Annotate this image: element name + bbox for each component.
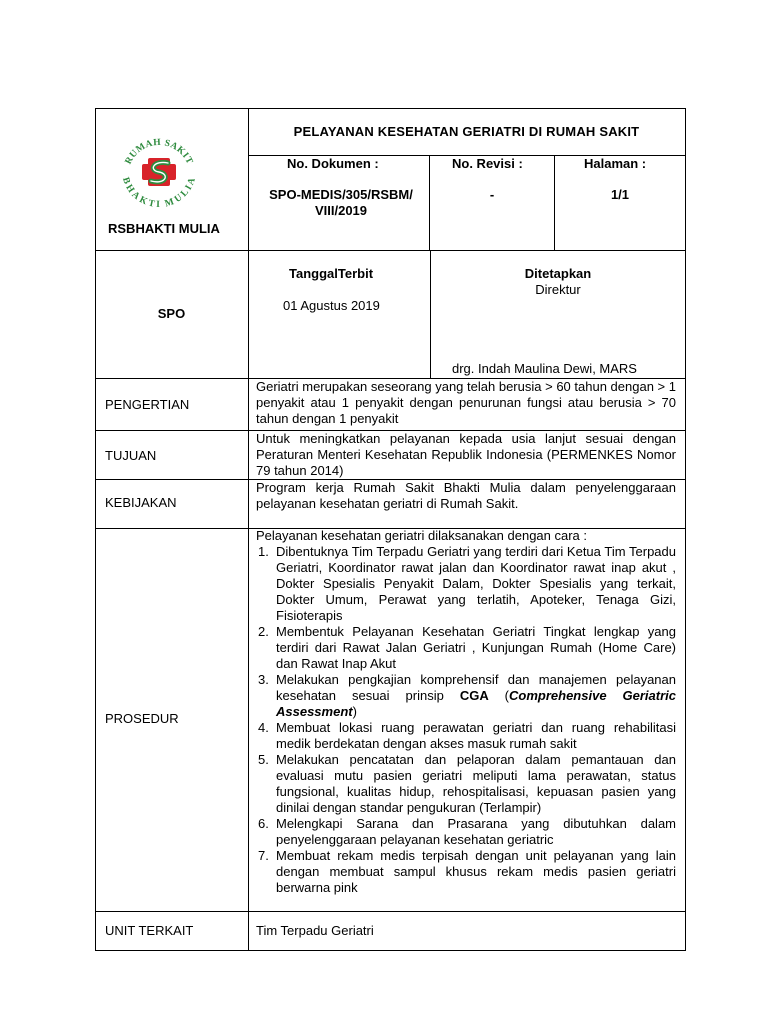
step-text: ) (352, 704, 357, 719)
step-text: Dibentuknya Tim Terpadu Geriatri yang terdiri dari Ketua Tim Terpadu Geriatri, Koordinator rawat jalan dan Koordinator rawat inap akut , Dokter Spesialis Penyakit Dalam, Dokter Spesialis yang terkait, Dokter Umum, Perawat yang terlatih, Apoteker, Tenaga Gizi, Fisioterapis (276, 544, 676, 623)
table-divider-unit (95, 911, 686, 912)
prosedur-step (256, 816, 676, 848)
step-number: 2. (258, 624, 269, 639)
page-title: PELAYANAN KESEHATAN GERIATRI DI RUMAH SAKIT (293, 124, 640, 139)
no-dokumen-value: SPO-MEDIS/305/RSBM/ VIII/2019 (269, 187, 413, 218)
table-border-right (685, 108, 686, 951)
step-text-bold: CGA (459, 688, 489, 703)
step-number: 1. (258, 544, 269, 559)
table-border-top (95, 108, 686, 109)
unit-terkait-text: Tim Terpadu Geriatri (256, 923, 374, 938)
pengertian-label: PENGERTIAN (105, 397, 190, 412)
tanggal-terbit-label: TanggalTerbit (289, 266, 374, 281)
step-text: ( (488, 688, 510, 703)
step-text: Melakukan pengkajian komprehensif dan manajemen pelayanan kesehatan sesuai prinsip (276, 672, 676, 703)
hospital-logo (118, 132, 200, 214)
step-text: Membentuk Pelayanan Kesehatan Geriatri Tingkat lengkap yang terdiri dari Rawat Jalan Geriatri , Kunjungan Rumah (Home Care) dan Rawat Inap Akut (276, 624, 676, 671)
table-border-bottom (95, 950, 686, 951)
unit-terkait-label: UNIT TERKAIT (105, 923, 194, 938)
tujuan-text: Untuk meningkatkan pelayanan kepada usia lanjut sesuai dengan Peraturan Menteri Kesehatan Republik Indonesia (PERMENKES Nomor 79 tahun 2014) (256, 431, 676, 478)
step-text-bold-italic: Comprehensive Geriatric Assessment (276, 688, 676, 719)
prosedur-intro: Pelayanan kesehatan geriatri dilaksanakan dengan cara : (256, 528, 588, 543)
kebijakan-label: KEBIJAKAN (105, 495, 177, 510)
step-number: 4. (258, 720, 269, 735)
pengertian-text: Geriatri merupakan seseorang yang telah berusia > 60 tahun dengan > 1 penyakit atau 1 penyakit dengan penurunan fungsi atau berusia > 70 tahun dengan 1 penyakit (256, 379, 676, 426)
signatory-name: drg. Indah Maulina Dewi, MARS (452, 361, 637, 376)
prosedur-step (256, 672, 676, 720)
tujuan-label: TUJUAN (105, 448, 157, 463)
step-number: 7. (258, 848, 269, 863)
prosedur-step (256, 848, 676, 896)
prosedur-step (256, 720, 676, 752)
prosedur-label: PROSEDUR (105, 711, 179, 726)
kebijakan-text: Program kerja Rumah Sakit Bhakti Mulia dalam penyelenggaraan pelayanan kesehatan geriatri di Rumah Sakit. (256, 480, 676, 511)
spo-label: SPO (157, 306, 186, 321)
table-divider-left-col (248, 108, 249, 951)
table-border-left (95, 108, 96, 951)
logo-text-top: RUMAH SAKIT (123, 137, 195, 167)
step-text: Melakukan pencatatan dan pelaporan dalam pemantauan dan evaluasi mutu pasien geriatri meliputi lama perawatan, status fungsional, kualitas hidup, rehospitalisasi, kepuasan pasien yang dinilai dengan standar pengukuran (Terlampir) (276, 752, 676, 815)
prosedur-steps (256, 544, 676, 896)
ditetapkan-role: Direktur (535, 282, 581, 297)
no-revisi-label: No. Revisi : (452, 156, 523, 171)
halaman-label: Halaman : (584, 156, 647, 171)
tanggal-terbit-value: 01 Agustus 2019 (283, 298, 380, 313)
prosedur-step (256, 544, 676, 624)
no-dokumen-label: No. Dokumen : (287, 156, 379, 171)
table-divider-header (95, 250, 686, 251)
logo-text-bottom: BHAKTI MULIA (119, 176, 199, 211)
step-number: 3. (258, 672, 269, 687)
step-text: Membuat rekam medis terpisah dengan unit pelayanan yang lain dengan membuat sampul khusus rekam medis pasien geriatri berwarna pink (276, 848, 676, 895)
no-revisi-value: - (489, 187, 495, 202)
ditetapkan-label: Ditetapkan (524, 266, 592, 281)
halaman-value: 1/1 (610, 187, 630, 202)
step-number: 5. (258, 752, 269, 767)
step-text: Melengkapi Sarana dan Prasarana yang dibutuhkan dalam penyelenggaraan pelayanan kesehatan geriatric (276, 816, 676, 847)
prosedur-step (256, 624, 676, 672)
step-text: Membuat lokasi ruang perawatan geriatri dan ruang rehabilitasi medik berdekatan dengan akses masuk rumah sakit (276, 720, 676, 751)
hospital-name: RSBHAKTI MULIA (108, 221, 220, 236)
step-number: 6. (258, 816, 269, 831)
prosedur-step (256, 752, 676, 816)
